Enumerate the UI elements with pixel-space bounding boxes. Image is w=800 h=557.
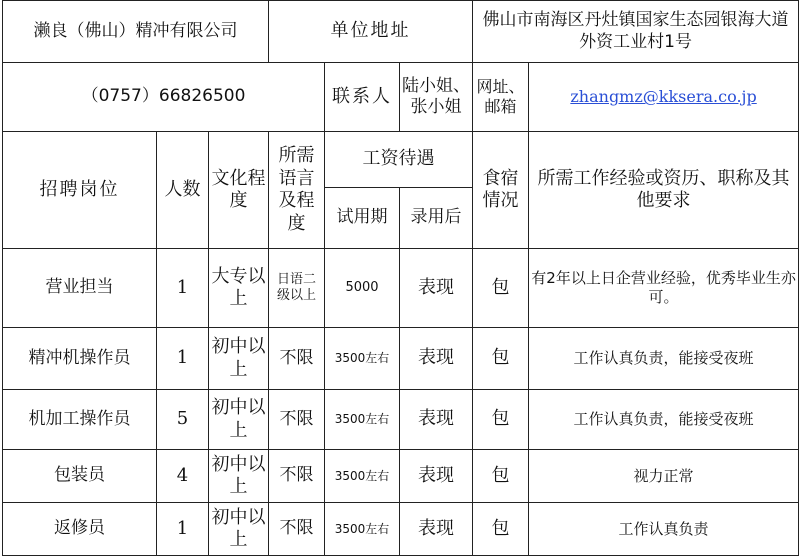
cell-language: 不限 <box>269 390 325 450</box>
cell-requirements: 工作认真负责 <box>529 503 799 556</box>
header-education: 文化程度 <box>209 132 269 249</box>
company-row <box>3 1 799 63</box>
cell-education: 初中以上 <box>209 450 269 503</box>
header-position: 招聘岗位 <box>3 132 157 249</box>
cell-requirements: 有2年以上日企营业经验，优秀毕业生亦可。 <box>529 249 799 328</box>
cell-trial: 3500左右 <box>325 390 400 450</box>
table-row <box>3 390 799 450</box>
cell-education: 大专以上 <box>209 249 269 328</box>
email-cell <box>529 63 799 132</box>
cell-board: 包 <box>473 328 529 390</box>
header-salary: 工资待遇 <box>325 132 473 188</box>
cell-hired: 表现 <box>400 328 473 390</box>
contact-value: 陆小姐、张小姐 <box>400 63 473 132</box>
cell-education: 初中以上 <box>209 390 269 450</box>
header-count: 人数 <box>157 132 209 249</box>
cell-count: 5 <box>157 390 209 450</box>
cell-education: 初中以上 <box>209 503 269 556</box>
recruitment-table <box>2 0 799 556</box>
cell-position: 机加工操作员 <box>3 390 157 450</box>
cell-board: 包 <box>473 249 529 328</box>
address-label: 单位地址 <box>269 1 473 63</box>
address-value: 佛山市南海区丹灶镇国家生态园银海大道外资工业村1号 <box>473 1 799 63</box>
cell-requirements: 视力正常 <box>529 450 799 503</box>
cell-language: 日语二级以上 <box>269 249 325 328</box>
cell-position: 营业担当 <box>3 249 157 328</box>
company-name: 濑良（佛山）精冲有限公司 <box>3 1 269 63</box>
cell-trial: 5000 <box>325 249 400 328</box>
table-row <box>3 249 799 328</box>
table-row <box>3 503 799 556</box>
header-row-1 <box>3 132 799 188</box>
cell-requirements: 工作认真负责，能接受夜班 <box>529 328 799 390</box>
header-board: 食宿情况 <box>473 132 529 249</box>
cell-board: 包 <box>473 503 529 556</box>
cell-count: 4 <box>157 450 209 503</box>
cell-position: 精冲机操作员 <box>3 328 157 390</box>
phone-number: （0757）66826500 <box>3 63 325 132</box>
cell-trial: 3500左右 <box>325 503 400 556</box>
cell-board: 包 <box>473 390 529 450</box>
cell-count: 1 <box>157 249 209 328</box>
cell-hired: 表现 <box>400 249 473 328</box>
header-language: 所需语言及程度 <box>269 132 325 249</box>
cell-requirements: 工作认真负责，能接受夜班 <box>529 390 799 450</box>
cell-language: 不限 <box>269 503 325 556</box>
contact-row <box>3 63 799 132</box>
cell-hired: 表现 <box>400 450 473 503</box>
cell-position: 包装员 <box>3 450 157 503</box>
cell-count: 1 <box>157 503 209 556</box>
cell-trial: 3500左右 <box>325 328 400 390</box>
cell-board: 包 <box>473 450 529 503</box>
cell-position: 返修员 <box>3 503 157 556</box>
web-label: 网址、邮箱 <box>473 63 529 132</box>
cell-count: 1 <box>157 328 209 390</box>
header-requirements: 所需工作经验或资历、职称及其他要求 <box>529 132 799 249</box>
header-hired: 录用后 <box>400 188 473 249</box>
table-row <box>3 328 799 390</box>
cell-hired: 表现 <box>400 503 473 556</box>
cell-education: 初中以上 <box>209 328 269 390</box>
header-trial: 试用期 <box>325 188 400 249</box>
cell-language: 不限 <box>269 450 325 503</box>
cell-hired: 表现 <box>400 390 473 450</box>
email-link[interactable]: zhangmz@kksera.co.jp <box>570 87 757 107</box>
cell-language: 不限 <box>269 328 325 390</box>
table-row <box>3 450 799 503</box>
contact-label: 联系人 <box>325 63 400 132</box>
cell-trial: 3500左右 <box>325 450 400 503</box>
